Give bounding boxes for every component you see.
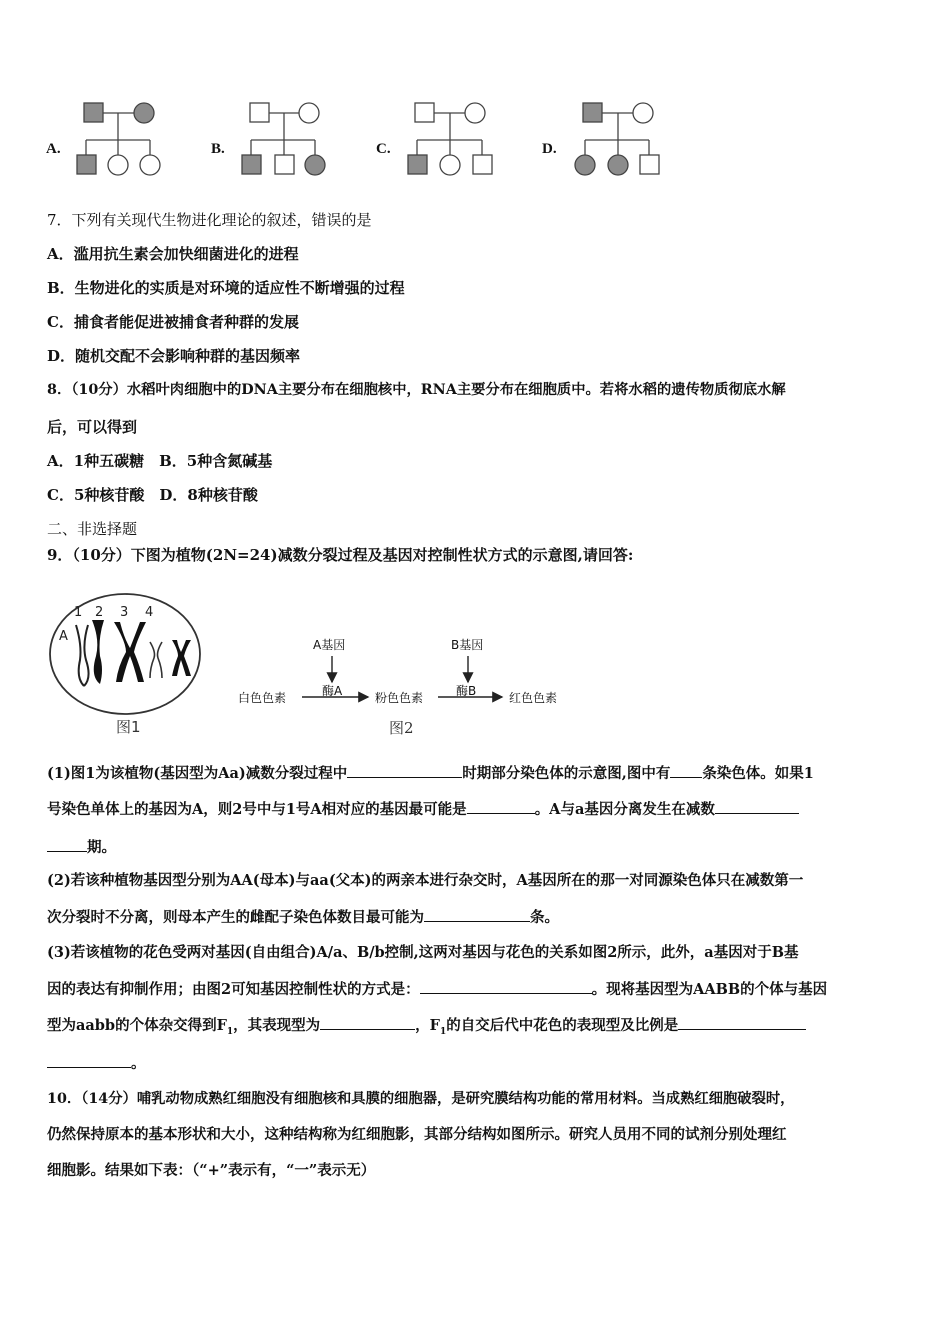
- pedigree-a-mother: [134, 103, 154, 123]
- pedigree-c-child-3: [473, 155, 492, 174]
- q7-stem: 7．下列有关现代生物进化理论的叙述，错误的是: [47, 211, 372, 229]
- q9-p1-line1: (1)图1为该植物(基因型为Aa)减数分裂过程中 时期部分染色体的示意图,图中有 条染色体。如果1: [47, 765, 814, 782]
- pedigree-b-child-1: [242, 155, 261, 174]
- q7-option-b: B．生物进化的实质是对环境的适应性不断增强的过程: [47, 279, 405, 297]
- pedigree-b-mother: [299, 103, 319, 123]
- fig2-pink-pigment: 粉色色素: [375, 691, 424, 705]
- q9-p2-line1: (2)若该种植物基因型分别为AA(母本)与aa(父本)的两亲本进行杂交时，A基因所在的那一对同源染色体只在减数第一: [47, 872, 804, 889]
- pedigree-b-father: [250, 103, 269, 122]
- q9-p1-line2: 号染色单体上的基因为A，则2号中与1号A相对应的基因最可能是 。A与a基因分离发生在减数: [47, 799, 799, 820]
- pedigree-option-a-label: A.: [46, 141, 61, 157]
- pedigree-d-child-2: [608, 155, 628, 175]
- q8-options-row2: C．5种核苷酸 D．8种核苷酸: [47, 486, 258, 504]
- q10-line2: 仍然保持原本的基本形状和大小，这种结构称为红细胞影，其部分结构如图所示。研究人员用不同的试剂分别处理红: [47, 1126, 787, 1143]
- q10-line1: 10．（14分）哺乳动物成熟红细胞没有细胞核和具膜的细胞器，是研究膜结构功能的常用材料。当成熟红细胞破裂时，: [47, 1091, 795, 1107]
- fig1-label-2: 2: [95, 605, 104, 620]
- q9-p2-line2: 次分裂时不分离，则母本产生的雌配子染色体数目最可能为 条。: [47, 909, 559, 926]
- q9-p3-line1: (3)若该植物的花色受两对基因(自由组合)A/a、B/b控制,这两对基因与花色的关系如图2所示，此外，a基因对于B基: [47, 944, 799, 961]
- q9-p1-line3: 期。: [47, 837, 116, 858]
- q8-stem-line1: 8．（10分）水稻叶肉细胞中的DNA主要分布在细胞核中，RNA主要分布在细胞质中。若将水稻的遗传物质彻底水解: [47, 382, 786, 398]
- pedigree-a-child-1: [77, 155, 96, 174]
- pedigree-c: [408, 103, 492, 175]
- figure-1-caption: 图1: [116, 718, 141, 736]
- q9-stem: 9．（10分）下图为植物(2N=24)减数分裂过程及基因对控制性状方式的示意图,请回答:: [47, 546, 634, 564]
- pedigree-b: [242, 103, 325, 175]
- section-title: 二、非选择题: [47, 520, 138, 538]
- fig2-red-pigment: 红色色素: [509, 691, 558, 705]
- pedigree-c-mother: [465, 103, 485, 123]
- q8-options-row1: A．1种五碳糖 B．5种含氮碱基: [47, 452, 273, 470]
- fig2-enzyme-b: 酶B: [456, 684, 477, 698]
- fig1-label-4: 4: [145, 605, 154, 620]
- fig1-label-a: A: [59, 629, 68, 644]
- fig2-gene-a: A基因: [313, 638, 346, 652]
- pedigree-c-child-1: [408, 155, 427, 174]
- figure-2-arrows: [0, 650, 950, 710]
- q8-stem-line2: 后，可以得到: [47, 418, 138, 436]
- pedigree-a: [77, 103, 160, 175]
- pedigree-b-child-3: [305, 155, 325, 175]
- pedigree-d-mother: [633, 103, 653, 123]
- q9-p3-line4: 。: [47, 1053, 146, 1074]
- pedigree-c-father: [415, 103, 434, 122]
- fig2-white-pigment: 白色色素: [238, 691, 287, 705]
- fig2-gene-b: B基因: [451, 638, 484, 652]
- pedigree-a-child-3: [140, 155, 160, 175]
- pedigree-d: [575, 103, 659, 175]
- q9-p3-line2: 因的表达有抑制作用；由图2可知基因控制性状的方式是： 。现将基因型为AABB的个体与基因: [47, 981, 828, 998]
- q7-option-c: C．捕食者能促进被捕食者种群的发展: [47, 313, 299, 331]
- pedigree-d-father: [583, 103, 602, 122]
- pedigree-d-child-1: [575, 155, 595, 175]
- q7-option-d: D．随机交配不会影响种群的基因频率: [47, 347, 301, 365]
- pedigree-option-d-label: D.: [542, 141, 557, 157]
- pedigree-a-father: [84, 103, 103, 122]
- figure-2-caption: 图2: [389, 719, 414, 737]
- pedigree-option-c-label: C.: [376, 141, 391, 157]
- fig1-label-1: 1: [74, 605, 83, 620]
- pedigree-b-child-2: [275, 155, 294, 174]
- pedigree-option-b-label: B.: [211, 141, 225, 157]
- pedigree-d-child-3: [640, 155, 659, 174]
- q10-line3: 细胞影。结果如下表：（“+”表示有，“一”表示无）: [47, 1162, 376, 1179]
- fig2-enzyme-a: 酶A: [322, 684, 343, 698]
- pedigree-diagrams: [0, 0, 950, 190]
- q9-p3-line3: 型为aabb的个体杂交得到$F_1$，其表现型为 ，$F_1$的自交后代中花色的表现型及比例是: [47, 1015, 806, 1042]
- pedigree-a-child-2: [108, 155, 128, 175]
- pedigree-c-child-2: [440, 155, 460, 175]
- fig1-label-3: 3: [120, 605, 129, 620]
- q7-option-a: A．滥用抗生素会加快细菌进化的进程: [47, 245, 299, 263]
